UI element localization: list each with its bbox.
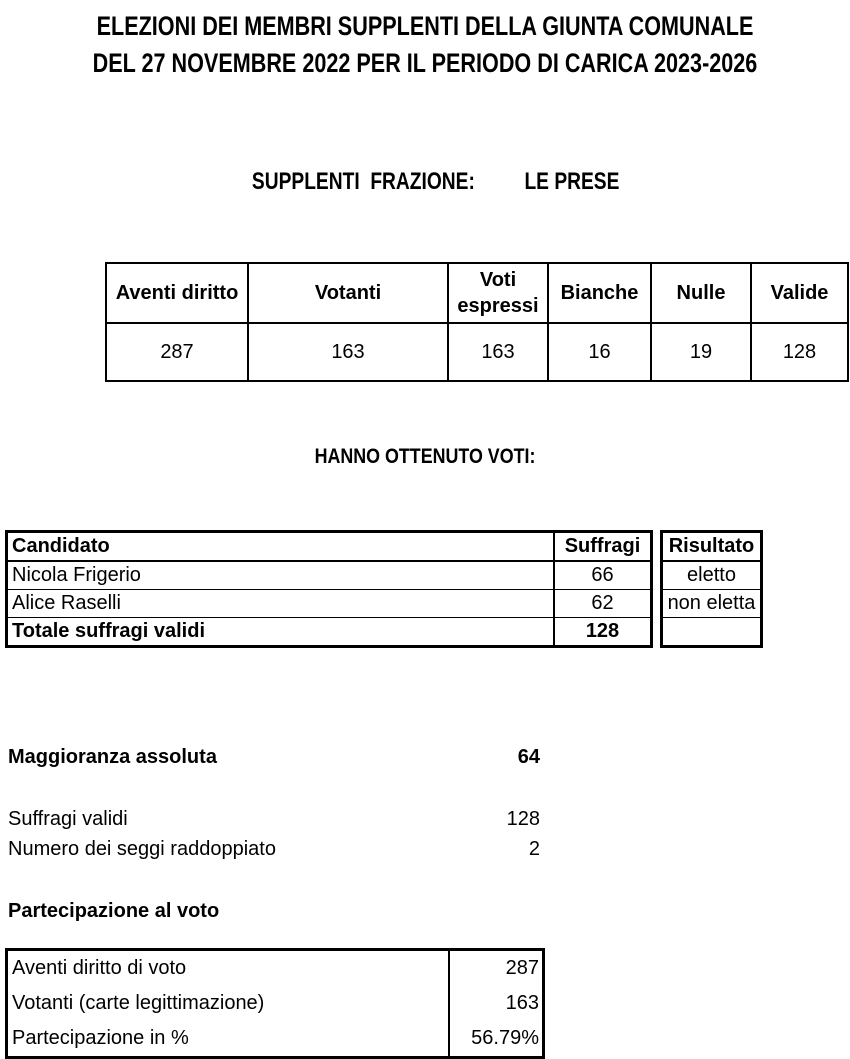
summary-header-votanti: Votanti	[248, 263, 448, 323]
summary-header-row	[106, 263, 848, 323]
results-tables	[5, 530, 850, 648]
stat-label: Maggioranza assoluta	[8, 746, 217, 768]
stats-section	[8, 742, 540, 864]
candidate-outcome: non eletta	[662, 590, 762, 618]
page-title	[85, 8, 765, 82]
outcome-total-row	[662, 618, 762, 647]
subtitle-label: SUPPLENTI FRAZIONE:	[251, 168, 475, 195]
stat-value: 128	[506, 808, 540, 830]
stat-value: 64	[517, 746, 540, 768]
candidate-name: Alice Raselli	[7, 590, 555, 618]
stat-value: 2	[528, 838, 540, 860]
table-row-participation-percent	[7, 1021, 544, 1058]
summary-header-nulle: Nulle	[651, 263, 751, 323]
ballot-summary-table	[105, 262, 849, 382]
participation-label: Partecipazione in %	[12, 1027, 189, 1049]
summary-value-valide: 128	[751, 323, 848, 381]
summary-value-nulle: 19	[651, 323, 751, 381]
outcome-header-row	[662, 532, 762, 562]
participation-table	[5, 948, 545, 1059]
page-title-line1: ELEZIONI DEI MEMBRI SUPPLENTI DELLA GIUNTA COMUNALE	[96, 11, 754, 41]
participation-value: 287	[449, 950, 544, 987]
summary-header-aventi-diritto: Aventi diritto	[106, 263, 248, 323]
outcome-empty-cell	[662, 618, 762, 647]
candidate-name: Nicola Frigerio	[7, 561, 555, 590]
stat-valid-votes	[8, 804, 540, 834]
candidate-votes: 66	[554, 561, 652, 590]
results-outcome-table	[660, 530, 763, 648]
section-subtitle	[85, 137, 765, 227]
outcome-row-1	[662, 561, 762, 590]
summary-value-votanti: 163	[248, 323, 448, 381]
table-row-candidate-2	[7, 590, 652, 618]
page-title-line2: DEL 27 NOVEMBRE 2022 PER IL PERIODO DI CARICA 2023-2026	[92, 48, 758, 78]
subtitle-value: LE PRESE	[524, 168, 620, 195]
results-header-candidate: Candidato	[7, 532, 555, 562]
document-page	[0, 8, 850, 1049]
candidate-votes: 62	[554, 590, 652, 618]
table-row-eligible-voters	[7, 950, 544, 987]
results-header-outcome: Risultato	[662, 532, 762, 562]
table-row-candidate-1	[7, 561, 652, 590]
stat-absolute-majority	[8, 742, 540, 772]
participation-value: 163	[449, 986, 544, 1021]
summary-header-valide: Valide	[751, 263, 848, 323]
summary-header-voti-espressi: Voti espressi	[448, 263, 548, 323]
summary-value-bianche: 16	[548, 323, 651, 381]
participation-heading: Partecipazione al voto	[8, 900, 220, 922]
summary-values-row	[106, 323, 848, 381]
summary-header-bianche: Bianche	[548, 263, 651, 323]
results-total-row	[7, 618, 652, 647]
results-header-row	[7, 532, 652, 562]
candidate-outcome: eletto	[662, 561, 762, 590]
table-row-voters	[7, 986, 544, 1021]
candidates-votes-table	[5, 530, 653, 648]
votes-obtained-heading: HANNO OTTENUTO VOTI:	[314, 445, 536, 468]
participation-label: Aventi diritto di voto	[12, 957, 187, 979]
summary-value-aventi-diritto: 287	[106, 323, 248, 381]
stat-doubled-seats	[8, 834, 540, 864]
stat-label: Numero dei seggi raddoppiato	[8, 838, 276, 860]
summary-value-voti-espressi: 163	[448, 323, 548, 381]
participation-label: Votanti (carte legittimazione)	[12, 992, 265, 1014]
results-header-votes: Suffragi	[554, 532, 652, 562]
stat-label: Suffragi validi	[8, 808, 128, 830]
total-votes: 128	[554, 618, 652, 647]
total-label: Totale suffragi validi	[7, 618, 555, 647]
participation-value: 56.79%	[449, 1021, 544, 1058]
outcome-row-2	[662, 590, 762, 618]
